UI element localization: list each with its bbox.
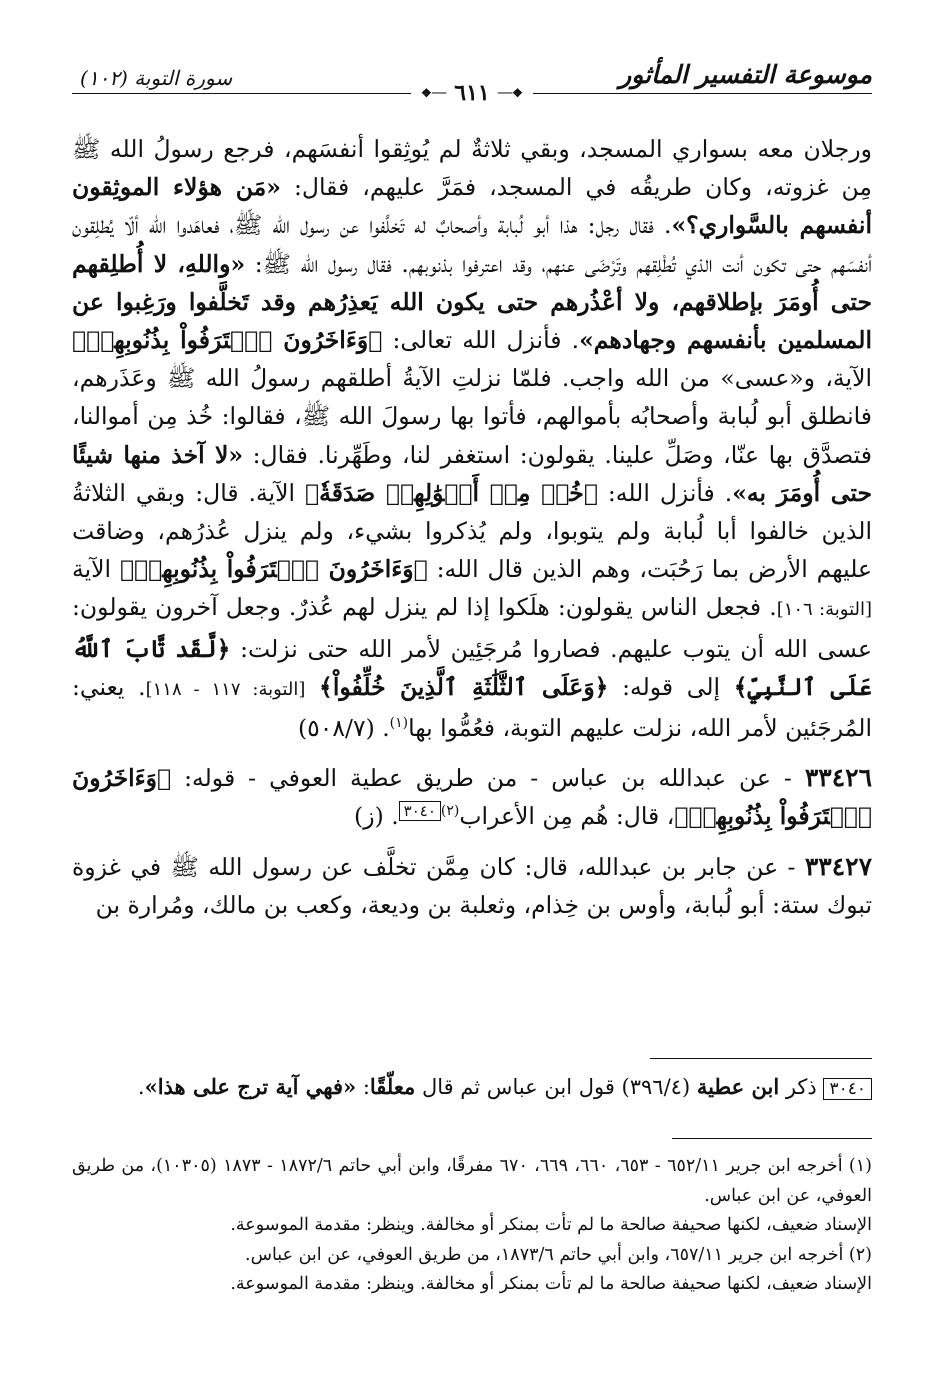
paragraph-33427 xyxy=(72,848,872,924)
text-span: ، قال: هُم مِن الأعراب xyxy=(459,802,675,831)
footnotes xyxy=(72,1152,872,1300)
text-span: . فقال رجل: هذا أبو لُبابة وأصحابٌ له تَخلَّفوا عن رسول الله ﷺ، فعاهَدوا الله ألّا يُطلِقون أنفسَهم حتى تكون أنت الذي تُطْلِقهم وتَرْضَى عنهم، وقد اعترفوا بذنوبهم. فقال رسول الله ﷺ: xyxy=(72,211,873,278)
footnote-2-grading: الإسناد ضعيف، لكنها صحيفة صالحة ما لم تأت بمنكر أو مخالفة. وينظر: مقدمة الموسوعة. xyxy=(230,1274,872,1294)
text-span xyxy=(305,673,319,701)
footnote-marker: (١) xyxy=(389,715,409,732)
verse-reference: [التوبة: ١٠٦] xyxy=(776,599,873,621)
page-number-block xyxy=(411,80,533,106)
text-span: ذكر xyxy=(779,1075,824,1099)
text-span: الآية، و«عسى» من الله واجب. فلمّا نزلتِ الآيةُ أطلقهم رسولُ الله ﷺ وعَذَرهم، فانطلق أبو لُبابة وأصحابُه بأموالهم، فأتوا بها رسولَ الله ﷺ، فقالوا: خُذ مِن أموالنا، فتصدَّق بها عنّا، وصَلِّ علينا. يقولون: استغفر لنا، وطَهِّرنا. فقال: xyxy=(72,364,872,469)
narration-number: ٣٣٤٢٦ xyxy=(804,763,872,793)
book-title: موسوعة التفسير المأثور xyxy=(619,60,872,89)
text-span: - عن عبدالله بن عباس - من طريق عطية العوفي - قوله: xyxy=(171,764,805,793)
text-span: ورجلان معه بسواري المسجد، وبقي ثلاثةٌ لم يُوثِقوا أنفسَهم، فرجع رسولُ الله ﷺ مِن غزوته، وكان طريقُه في المسجد، فمَرَّ عليهم، فقال: xyxy=(72,135,872,202)
hadith-quote: «مَن هؤلاء الموثِقون أنفسهم بالسَّواري؟» xyxy=(72,173,872,240)
surah-title: سورة التوبة (١٠٢) xyxy=(80,66,233,90)
text-span: . (٥٠٨/٧) xyxy=(297,714,390,743)
ornament-right-icon: ──❖ xyxy=(497,86,523,100)
text-span: . فجعل الناس يقولون: هلَكوا إذا لم ينزل لهم عُذرٌ. وجعل آخرون يقولون: عسى الله أن يتوب عليهم. فصاروا مُرجَئِين لأمر الله حتى نزلت: xyxy=(72,593,872,663)
text-span: إلى قوله: xyxy=(608,672,734,701)
text-span: . فأنزل الله تعالى: xyxy=(382,326,580,355)
text-span: : xyxy=(356,1075,370,1099)
crossref-box: ٣٠٤٠ xyxy=(399,801,441,821)
narration-number: ٣٣٤٢٧ xyxy=(804,851,872,881)
footnote-marker: (٢) xyxy=(440,803,460,820)
text-span: - عن جابر بن عبدالله، قال: كان مِمَّن تخلَّف عن رسول الله ﷺ في غزوة تبوك ستة: أبو لُبابة، وأوس بن خِذام، وثعلبة بن وديعة، وكعب بن مالك، ومُرارة بن xyxy=(72,852,872,919)
paragraph-narration-continued xyxy=(72,130,872,747)
text-span: الآية xyxy=(72,555,120,584)
text-span: (٣٩٦/٤) قول ابن عباس ثم قال xyxy=(415,1075,697,1099)
text-span: . فأنزل الله: xyxy=(597,478,733,507)
ornament-left-icon: ❖── xyxy=(421,86,447,100)
text-span: . xyxy=(137,1075,145,1099)
quran-verse: ﴿وَءَاخَرُونَ ٱعۡتَرَفُواْ بِذُنُوبِهِمۡ﴾ xyxy=(72,326,383,355)
main-text xyxy=(72,130,872,924)
quran-verse: ﴿خُذۡ مِنۡ أَمۡوَٰلِهِمۡ صَدَقَةٗ﴾ xyxy=(305,478,598,507)
hadith-quote: «لا آخذ منها شيئًا حتى أُومَرَ به» xyxy=(72,440,873,507)
crossnote-number-box: ٣٠٤٠ xyxy=(823,1078,872,1100)
text-span: . يعني: المُرجَئين لأمر الله، نزلت عليهم التوبة، فعُمُّوا بها xyxy=(72,672,872,743)
quran-verse: ﴿لَّقَد تَّابَ ٱللَّهُ عَلَى ٱلنَّبِيِّ﴾ xyxy=(72,634,872,701)
hadith-quote: «واللهِ، لا أُطلِقهم حتى أُومَرَ بإطلاقهم، ولا أعْذُرهم حتى يكون الله يَعذِرُهم وقد تَخلَّفوا ورَغِبوا عن المسلمين بأنفسهم وجهادهم» xyxy=(72,249,872,355)
paragraph-33426 xyxy=(72,759,872,835)
crossnote xyxy=(72,1072,872,1104)
scholar-name: ابن عطية xyxy=(696,1074,780,1099)
footnote-1: (١) أخرجه ابن جرير ٦٥٢/١١ - ٦٥٣، ٦٦٠، ٦٦٩، ٦٧٠ مفرقًا، وابن أبي حاتم ١٨٧٢/٦ - ١٨٧٣ (١٠٣٠٥)، من طريق العوفي، عن ابن عباس. xyxy=(72,1156,872,1206)
footnote-rule xyxy=(672,1138,872,1139)
crossnote-rule xyxy=(650,1058,872,1059)
quran-verse: ﴿وَءَاخَرُونَ ٱعۡتَرَفُواْ بِذُنُوبِهِمۡ﴾ xyxy=(72,764,872,831)
emphasis-word: معلّقًا xyxy=(369,1074,416,1099)
verse-reference: [التوبة: ١١٧ - ١١٨] xyxy=(145,678,306,700)
footnote-2: (٢) أخرجه ابن جرير ٦٥٧/١١، وابن أبي حاتم ١٨٧٣/٦، من طريق العوفي، عن ابن عباس. xyxy=(245,1244,872,1265)
page-number: ٦١١ xyxy=(454,80,490,106)
quran-verse: ﴿وَءَاخَرُونَ ٱعۡتَرَفُواْ بِذُنُوبِهِمۡ﴾ xyxy=(119,555,428,584)
footnote-1-grading: الإسناد ضعيف، لكنها صحيفة صالحة ما لم تأت بمنكر أو مخالفة. وينظر: مقدمة الموسوعة. xyxy=(230,1215,872,1235)
quote: «فهي آية ترج على هذا» xyxy=(144,1074,357,1099)
text-span: . (ز) xyxy=(354,802,399,831)
quran-verse: ﴿وَعَلَى ٱلثَّلَٰثَةِ ٱلَّذِينَ خُلِّفُواْ﴾ xyxy=(319,672,609,701)
page-header xyxy=(72,58,872,106)
text-span: الآية. قال: وبقي الثلاثةُ الذين خالفوا أبا لُبابة ولم يتوبوا، ولم يُذكروا بشيء، ولم ينزل عُذرُهم، وضاقت عليهم الأرض بما رَحُبَت، وهم الذين قال الله: xyxy=(72,478,872,584)
